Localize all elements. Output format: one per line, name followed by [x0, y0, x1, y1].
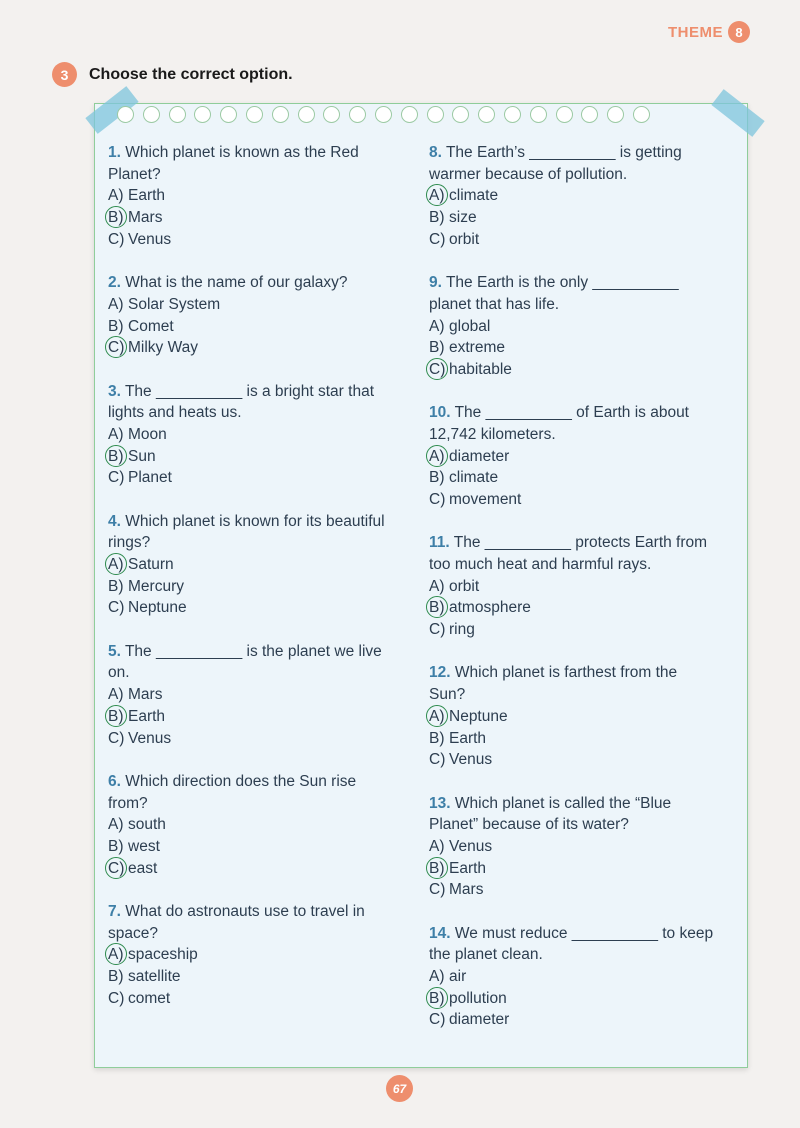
question-text-line	[108, 662, 426, 684]
option-letter: C)	[108, 599, 125, 617]
question-text-line	[108, 923, 426, 945]
option-text: Neptune	[128, 599, 187, 617]
question-number: 4.	[108, 512, 121, 530]
option-letter: B)	[108, 968, 124, 986]
option-text: Earth	[128, 187, 166, 205]
question-number: 2.	[108, 274, 121, 292]
option-text: air	[449, 968, 467, 986]
question-text-line	[108, 532, 426, 554]
option-text: Solar System	[128, 295, 221, 313]
answer-option[interactable]	[429, 207, 747, 229]
option-letter: B)	[429, 339, 445, 357]
option-text: habitable	[449, 360, 512, 378]
answer-option[interactable]	[108, 814, 426, 836]
question-item	[108, 641, 426, 750]
option-text: pollution	[449, 989, 507, 1007]
question-text: The Earth’s __________ is getting	[445, 144, 682, 161]
answer-option[interactable]	[108, 337, 426, 359]
answer-option[interactable]	[429, 229, 747, 251]
option-text: Comet	[128, 317, 174, 335]
binding-hole	[323, 106, 340, 123]
option-text: orbit	[449, 577, 480, 595]
answer-option[interactable]	[108, 988, 426, 1010]
option-letter: C)	[108, 469, 125, 487]
question-text: Which planet is farthest from the	[454, 664, 678, 682]
question-item	[429, 923, 747, 1032]
option-text: Earth	[128, 707, 166, 725]
question-text-line	[429, 424, 747, 446]
question-number: 7.	[108, 902, 121, 920]
answer-option[interactable]	[108, 294, 426, 316]
option-text: ring	[449, 621, 475, 639]
option-letter-circled: C)	[429, 359, 449, 381]
binding-hole	[298, 106, 315, 123]
question-number: 8.	[429, 144, 442, 161]
binding-hole	[581, 106, 598, 123]
page-number-badge: 67	[386, 1075, 413, 1102]
question-text-line	[108, 901, 426, 923]
answer-option[interactable]	[429, 749, 747, 771]
answer-option[interactable]	[108, 728, 426, 750]
binding-hole	[478, 106, 495, 123]
question-text: 12,742 kilometers.	[429, 425, 556, 443]
question-text-line	[429, 684, 747, 706]
option-text: Milky Way	[128, 339, 199, 357]
question-text: We must reduce __________ to keep	[454, 924, 714, 942]
question-text: on.	[108, 664, 130, 682]
option-text: Moon	[128, 425, 167, 443]
theme-header	[668, 21, 750, 43]
question-text: What do astronauts use to travel in	[125, 902, 365, 920]
binding-hole	[556, 106, 573, 123]
answer-option[interactable]	[108, 229, 426, 251]
question-text-line	[429, 294, 747, 316]
answer-option[interactable]	[429, 446, 747, 468]
question-text: Which planet is known for its beautiful	[125, 512, 385, 530]
option-letter: C)	[429, 230, 446, 248]
question-text-line	[108, 142, 426, 164]
option-text: east	[128, 859, 158, 877]
option-text: Venus	[449, 751, 493, 769]
binding-hole	[427, 106, 444, 123]
answer-option[interactable]	[108, 207, 426, 229]
question-text-line	[429, 272, 747, 294]
option-letter: A)	[108, 425, 124, 443]
option-letter-circled: A)	[108, 944, 128, 966]
option-letter-circled: A)	[429, 185, 449, 207]
question-text: The __________ of Earth is about	[454, 404, 689, 422]
option-letter: B)	[429, 209, 445, 227]
option-text: Planet	[128, 469, 172, 487]
answer-option[interactable]	[108, 554, 426, 576]
option-text: Mars	[449, 881, 484, 899]
answer-option[interactable]	[108, 706, 426, 728]
binding-hole	[220, 106, 237, 123]
option-text: Venus	[128, 230, 172, 248]
binding-hole	[194, 106, 211, 123]
question-text-line	[429, 944, 747, 966]
answer-option[interactable]	[429, 619, 747, 641]
answer-option[interactable]	[429, 337, 747, 359]
question-column-right	[429, 142, 747, 1053]
option-text: west	[128, 837, 160, 855]
option-letter-circled: B)	[108, 207, 128, 229]
binding-hole	[246, 106, 263, 123]
question-text-line	[108, 641, 426, 663]
question-text-line	[108, 511, 426, 533]
answer-option[interactable]	[429, 706, 747, 728]
answer-option[interactable]	[108, 467, 426, 489]
option-text: climate	[449, 187, 499, 205]
answer-option[interactable]	[108, 316, 426, 338]
binding-hole	[607, 106, 624, 123]
answer-option[interactable]	[429, 728, 747, 750]
question-item	[429, 793, 747, 902]
option-letter: A)	[429, 968, 445, 986]
option-text: movement	[449, 491, 522, 509]
answer-option[interactable]	[429, 576, 747, 598]
answer-option[interactable]	[108, 858, 426, 880]
answer-option[interactable]	[429, 836, 747, 858]
question-number: 11.	[429, 534, 450, 552]
question-text-line	[429, 164, 747, 186]
answer-option[interactable]	[429, 185, 747, 207]
question-text-line	[429, 142, 747, 164]
exercise-header	[52, 62, 293, 87]
option-letter-circled: B)	[108, 446, 128, 468]
question-text-line	[429, 814, 747, 836]
question-text: Which planet is called the “Blue	[454, 794, 672, 812]
option-letter: B)	[108, 317, 124, 335]
question-text: Planet” because of its water?	[429, 816, 629, 834]
binding-hole	[504, 106, 521, 123]
answer-option[interactable]	[108, 446, 426, 468]
binding-hole	[633, 106, 650, 123]
question-item	[429, 272, 747, 381]
option-letter: B)	[429, 469, 445, 487]
answer-option[interactable]	[429, 858, 747, 880]
option-text: extreme	[449, 339, 505, 357]
answer-option[interactable]	[108, 944, 426, 966]
option-letter-circled: B)	[108, 706, 128, 728]
option-letter-circled: C)	[108, 858, 128, 880]
binding-hole	[143, 106, 160, 123]
theme-label: THEME	[668, 23, 723, 41]
option-letter: C)	[108, 729, 125, 747]
binding-hole	[452, 106, 469, 123]
option-letter: C)	[108, 230, 125, 248]
option-text: Neptune	[449, 707, 508, 725]
option-text: orbit	[449, 230, 480, 248]
question-text-line	[108, 164, 426, 186]
exercise-instruction: Choose the correct option.	[89, 65, 293, 83]
question-text: lights and heats us.	[108, 404, 242, 422]
option-text: Saturn	[128, 556, 174, 574]
option-text: atmosphere	[449, 599, 531, 617]
option-letter: A)	[108, 686, 124, 704]
answer-option[interactable]	[429, 966, 747, 988]
answer-option[interactable]	[429, 467, 747, 489]
question-number: 3.	[108, 382, 121, 400]
option-text: comet	[128, 989, 171, 1007]
question-text: What is the name of our galaxy?	[125, 274, 348, 292]
option-text: Mars	[128, 686, 163, 704]
binding-hole	[169, 106, 186, 123]
question-text: rings?	[108, 534, 151, 552]
option-text: satellite	[128, 968, 181, 986]
option-text: diameter	[449, 1011, 510, 1029]
answer-option[interactable]	[108, 185, 426, 207]
option-text: Sun	[128, 447, 156, 465]
question-text-line	[108, 402, 426, 424]
option-letter: A)	[429, 317, 445, 335]
option-text: Mars	[128, 209, 163, 227]
option-text: Earth	[449, 859, 487, 877]
question-number: 10.	[429, 404, 451, 422]
question-text-line	[108, 381, 426, 403]
notebook-binding-holes	[117, 106, 727, 128]
option-text: south	[128, 816, 166, 834]
binding-hole	[401, 106, 418, 123]
question-text: planet that has life.	[429, 295, 560, 313]
question-text: Which planet is known as the Red	[125, 144, 359, 161]
question-text: The Earth is the only __________	[445, 274, 679, 292]
question-text: Planet?	[108, 165, 161, 183]
question-text: The __________ protects Earth from	[453, 534, 708, 552]
option-letter: C)	[108, 989, 125, 1007]
question-text: from?	[108, 794, 148, 812]
option-letter-circled: B)	[429, 988, 449, 1010]
option-letter-circled: B)	[429, 597, 449, 619]
option-letter-circled: C)	[108, 337, 128, 359]
answer-option[interactable]	[108, 836, 426, 858]
question-column-left	[108, 142, 426, 1031]
question-item	[108, 142, 426, 251]
option-letter: C)	[429, 621, 446, 639]
option-text: diameter	[449, 447, 510, 465]
question-item	[108, 381, 426, 490]
answer-option[interactable]	[108, 597, 426, 619]
option-letter-circled: A)	[429, 706, 449, 728]
question-text-line	[108, 272, 426, 294]
option-text: Mercury	[128, 577, 184, 595]
answer-option[interactable]	[429, 359, 747, 381]
question-text-line	[429, 793, 747, 815]
option-text: global	[449, 317, 491, 335]
option-letter: C)	[429, 1011, 446, 1029]
question-number: 14.	[429, 924, 451, 942]
question-text-line	[108, 771, 426, 793]
answer-option[interactable]	[429, 316, 747, 338]
binding-hole	[375, 106, 392, 123]
binding-hole	[117, 106, 134, 123]
option-letter: A)	[429, 577, 445, 595]
question-text: Sun?	[429, 686, 466, 704]
answer-option[interactable]	[429, 879, 747, 901]
question-text: The __________ is the planet we live	[124, 642, 382, 660]
question-item	[108, 272, 426, 359]
option-text: size	[449, 209, 477, 227]
binding-hole	[349, 106, 366, 123]
answer-option[interactable]	[429, 597, 747, 619]
binding-hole	[530, 106, 547, 123]
question-text-line	[429, 402, 747, 424]
answer-option[interactable]	[429, 988, 747, 1010]
question-text: the planet clean.	[429, 946, 543, 964]
question-text-line	[108, 793, 426, 815]
answer-option[interactable]	[108, 424, 426, 446]
question-number: 9.	[429, 274, 442, 292]
option-letter: A)	[429, 837, 445, 855]
question-text-line	[429, 923, 747, 945]
question-item	[429, 402, 747, 511]
option-text: Venus	[449, 837, 493, 855]
question-text: space?	[108, 924, 158, 942]
question-number: 5.	[108, 642, 121, 660]
question-text: Which direction does the Sun rise	[125, 772, 357, 790]
option-letter-circled: B)	[429, 858, 449, 880]
question-item	[429, 142, 747, 251]
option-letter: B)	[108, 577, 124, 595]
option-letter: C)	[429, 751, 446, 769]
option-letter: A)	[108, 295, 124, 313]
question-text-line	[429, 662, 747, 684]
answer-option[interactable]	[108, 966, 426, 988]
question-number: 12.	[429, 664, 451, 682]
question-item	[108, 771, 426, 880]
question-number: 1.	[108, 144, 121, 161]
question-item	[108, 901, 426, 1010]
option-letter: B)	[429, 729, 445, 747]
option-letter: A)	[108, 816, 124, 834]
question-number: 13.	[429, 794, 451, 812]
answer-option[interactable]	[108, 576, 426, 598]
option-text: spaceship	[128, 946, 198, 964]
question-item	[429, 662, 747, 771]
question-item	[108, 511, 426, 620]
option-letter: C)	[429, 491, 446, 509]
option-letter: A)	[108, 187, 124, 205]
option-letter-circled: A)	[429, 446, 449, 468]
option-text: climate	[449, 469, 499, 487]
binding-hole	[272, 106, 289, 123]
option-letter-circled: A)	[108, 554, 128, 576]
question-text-line	[429, 532, 747, 554]
question-number: 6.	[108, 772, 121, 790]
exercise-number-badge: 3	[52, 62, 77, 87]
answer-option[interactable]	[108, 684, 426, 706]
question-text: The __________ is a bright star that	[124, 382, 374, 400]
option-text: Earth	[449, 729, 487, 747]
question-text-line	[429, 554, 747, 576]
answer-option[interactable]	[429, 1009, 747, 1031]
question-item	[429, 532, 747, 641]
theme-number-badge: 8	[728, 21, 750, 43]
option-letter: B)	[108, 837, 124, 855]
question-text: warmer because of pollution.	[429, 165, 628, 183]
question-text: too much heat and harmful rays.	[429, 556, 652, 574]
option-text: Venus	[128, 729, 172, 747]
answer-option[interactable]	[429, 489, 747, 511]
option-letter: C)	[429, 881, 446, 899]
